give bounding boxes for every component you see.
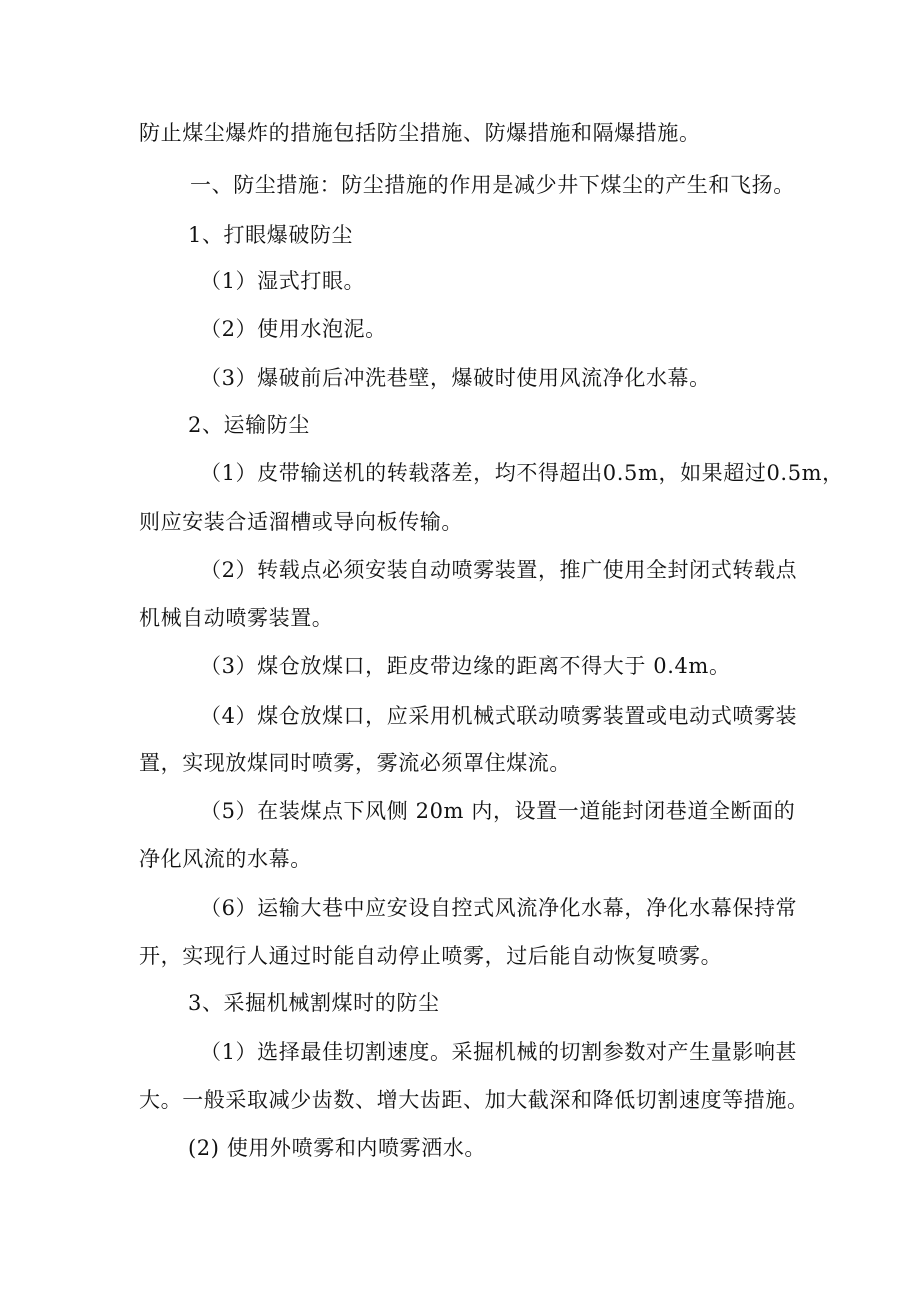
list-item: （3）煤仓放煤口，距皮带边缘的距离不得大于 0.4m。 xyxy=(200,654,731,678)
list-item: (2) 使用外喷雾和内喷雾洒水。 xyxy=(188,1136,487,1160)
list-item: （4）煤仓放煤口，应采用机械式联动喷雾装置或电动式喷雾装 xyxy=(200,704,798,728)
list-item-continuation: 机械自动喷雾装置。 xyxy=(139,606,334,630)
list-item: （1）湿式打眼。 xyxy=(200,269,366,293)
list-item-continuation: 大。一般采取减少齿数、增大齿距、加大截深和降低切割速度等措施。 xyxy=(139,1088,809,1112)
list-item: （2）使用水泡泥。 xyxy=(200,317,387,341)
list-item: （2）转载点必须安装自动喷雾装置，推广使用全封闭式转载点 xyxy=(200,558,798,582)
subsection-heading-transport: 2、运输防尘 xyxy=(188,413,310,437)
list-item-continuation: 净化风流的水幕。 xyxy=(139,847,312,871)
section-heading-dust-prevention: 一、防尘措施：防尘措施的作用是减少井下煤尘的产生和飞扬。 xyxy=(190,173,795,197)
subsection-heading-mining-machinery: 3、采掘机械割煤时的防尘 xyxy=(188,991,440,1015)
list-item: （5）在装煤点下风侧 20m 内，设置一道能封闭巷道全断面的 xyxy=(200,799,796,823)
list-item: （6）运输大巷中应安设自控式风流净化水幕，净化水幕保持常 xyxy=(200,896,798,920)
list-item: （1）选择最佳切割速度。采掘机械的切割参数对产生量影响甚 xyxy=(200,1040,798,1064)
list-item-continuation: 置，实现放煤同时喷雾，雾流必须罩住煤流。 xyxy=(139,751,571,775)
list-item-continuation: 则应安装合适溜槽或导向板传输。 xyxy=(139,510,463,534)
subsection-heading-drilling-blasting: 1、打眼爆破防尘 xyxy=(188,223,354,247)
list-item: （1）皮带输送机的转载落差，均不得超出0.5m，如果超过0.5m， xyxy=(200,461,844,485)
list-item-continuation: 开，实现行人通过时能自动停止喷雾，过后能自动恢复喷雾。 xyxy=(139,944,723,968)
intro-paragraph: 防止煤尘爆炸的措施包括防尘措施、防爆措施和隔爆措施。 xyxy=(139,121,701,145)
list-item: （3）爆破前后冲洗巷壁，爆破时使用风流净化水幕。 xyxy=(200,366,711,390)
